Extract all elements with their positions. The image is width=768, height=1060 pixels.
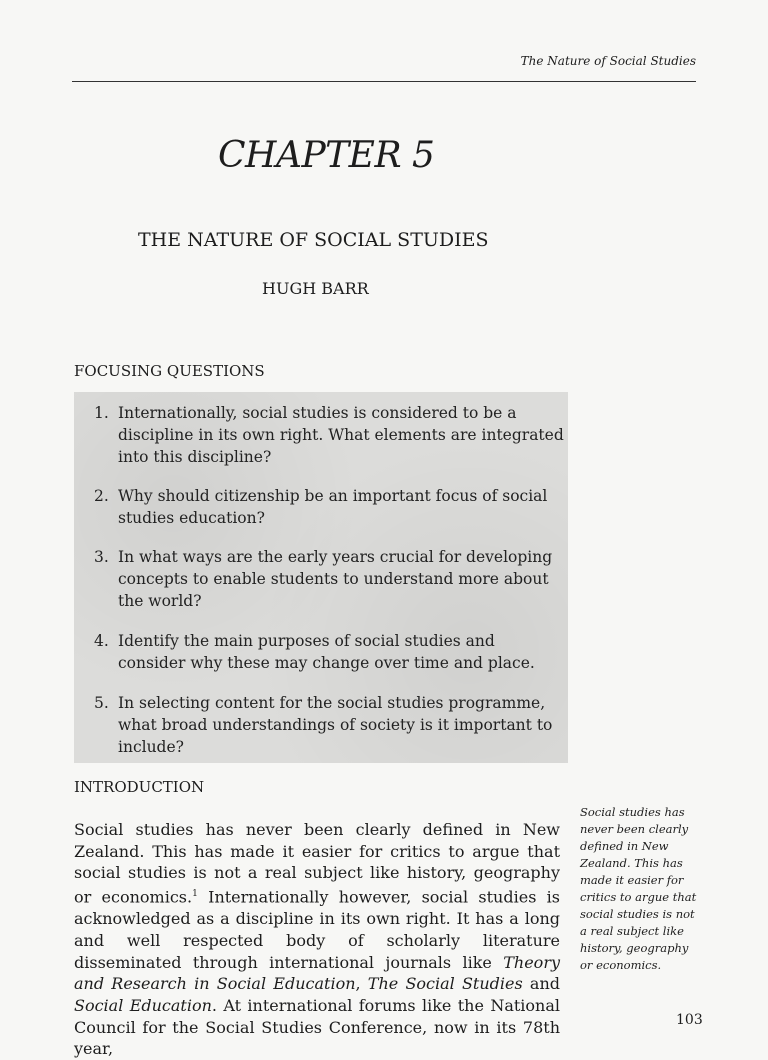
question-item xyxy=(94,692,564,758)
journal-title: Theory and Research in Social Education xyxy=(74,952,560,994)
question-item xyxy=(94,546,564,612)
author-name: HUGH BARR xyxy=(262,279,369,298)
focusing-questions-heading: FOCUSING QUESTIONS xyxy=(74,362,265,380)
journal-title: The Social Studies xyxy=(367,974,523,994)
intro-text-3: . At international forums like the National Council for the Social Studies Conference, now in its 78th year, xyxy=(74,995,560,1059)
question-item xyxy=(94,630,564,674)
question-number: 2. xyxy=(94,487,109,505)
footnote-reference: 1 xyxy=(192,889,198,900)
question-text: In what ways are the early years crucial for developing concepts to enable students to understand more about the world? xyxy=(118,548,553,610)
introduction-heading: INTRODUCTION xyxy=(74,778,205,796)
header-rule xyxy=(72,81,696,82)
journal-title: Social Education xyxy=(74,995,212,1015)
question-number: 3. xyxy=(94,548,109,566)
question-text: Why should citizenship be an important focus of social studies education? xyxy=(118,487,548,527)
page-number: 103 xyxy=(676,1012,703,1028)
question-item xyxy=(94,402,564,468)
question-text: In selecting content for the social studies programme, what broad understandings of society is it important to include? xyxy=(118,694,553,756)
question-text: Internationally, social studies is considered to be a discipline in its own right. What elements are integrated into this discipline? xyxy=(118,404,564,466)
separator-text: and xyxy=(522,974,561,994)
question-number: 5. xyxy=(94,694,109,712)
question-text: Identify the main purposes of social studies and consider why these may change over time and place. xyxy=(118,632,535,672)
running-head: The Nature of Social Studies xyxy=(520,54,696,68)
intro-text-1: Social studies has never been clearly defined in New Zealand. This has made it easier for critics to argue that social studies is not a real subject like history, geography or economics. xyxy=(74,820,560,907)
margin-note: Social studies has never been clearly defined in New Zealand. This has made it easier for critics to argue that social studies is not a real subject like history, geography or economics. xyxy=(580,805,697,972)
question-number: 4. xyxy=(94,632,109,650)
question-item xyxy=(94,485,564,529)
question-number: 1. xyxy=(94,404,109,422)
chapter-title: CHAPTER 5 xyxy=(218,135,435,176)
separator-text: , xyxy=(355,974,368,994)
focusing-questions-box xyxy=(74,392,568,763)
intro-text-2: Internationally however, social studies is acknowledged as a discipline in its own right. It has a long and well respected body of scholarly literature disseminated through international journals like xyxy=(74,887,560,972)
section-title: THE NATURE OF SOCIAL STUDIES xyxy=(138,229,489,251)
